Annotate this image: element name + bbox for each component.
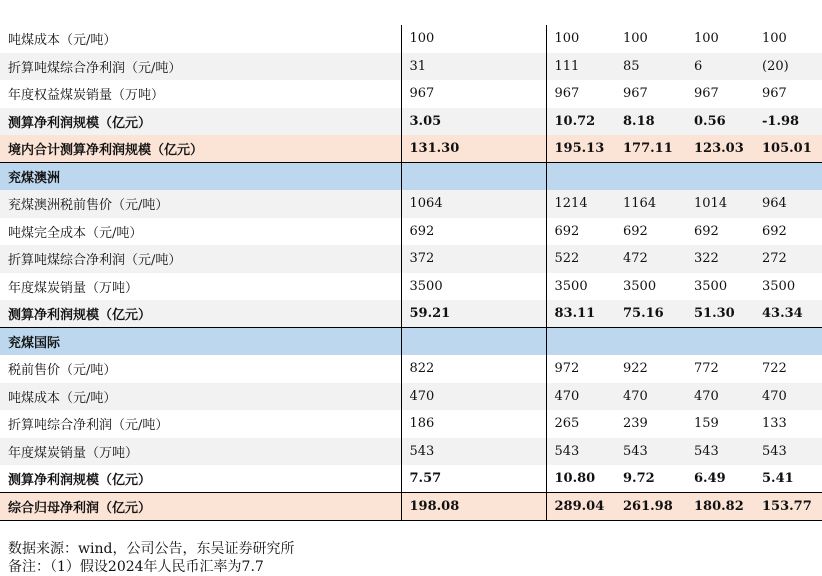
value-cell: [615, 328, 686, 356]
value-cell: 470: [615, 383, 686, 411]
value-cell: 153.77: [754, 493, 822, 521]
row-label-cell: 测算净利润规模（亿元）: [0, 108, 401, 136]
value-cell: 822: [401, 355, 546, 383]
table-row: [0, 438, 822, 466]
value-cell: 10.80: [546, 465, 615, 493]
row-label-cell: 折算吨煤综合净利润（元/吨）: [0, 53, 401, 81]
row-label-cell: 折算吨综合净利润（元/吨）: [0, 410, 401, 438]
remark-note: 备注：（1）假设2024年人民币汇率为7.7: [8, 559, 264, 575]
value-cell: 8.18: [615, 108, 686, 136]
value-cell: 131.30: [401, 135, 546, 163]
value-cell: 10.72: [546, 108, 615, 136]
table-row: [0, 135, 822, 163]
value-cell: 111: [546, 53, 615, 81]
value-cell: 543: [401, 438, 546, 466]
value-cell: 543: [686, 438, 754, 466]
table-row: [0, 190, 822, 218]
value-cell: 967: [686, 80, 754, 108]
value-cell: [754, 328, 822, 356]
table-row: [0, 108, 822, 136]
table-row: [0, 218, 822, 246]
value-cell: [401, 328, 546, 356]
value-cell: [546, 163, 615, 191]
value-cell: 772: [686, 355, 754, 383]
value-cell: 3500: [401, 273, 546, 301]
value-cell: -1.98: [754, 108, 822, 136]
value-cell: 3500: [546, 273, 615, 301]
value-cell: 3500: [754, 273, 822, 301]
value-cell: 972: [546, 355, 615, 383]
value-cell: 692: [686, 218, 754, 246]
value-cell: 159: [686, 410, 754, 438]
row-label-cell: 测算净利润规模（亿元）: [0, 465, 401, 493]
value-cell: 59.21: [401, 300, 546, 328]
value-cell: 289.04: [546, 493, 615, 521]
row-label-cell: 兖煤国际: [0, 328, 401, 356]
row-label-cell: 综合归母净利润（亿元）: [0, 493, 401, 521]
value-cell: 692: [401, 218, 546, 246]
value-cell: 100: [401, 25, 546, 53]
value-cell: [686, 163, 754, 191]
row-label-cell: 税前售价（元/吨）: [0, 355, 401, 383]
value-cell: 261.98: [615, 493, 686, 521]
table-row: [0, 273, 822, 301]
value-cell: 967: [546, 80, 615, 108]
value-cell: 543: [615, 438, 686, 466]
value-cell: 0.56: [686, 108, 754, 136]
value-cell: [754, 163, 822, 191]
value-cell: 964: [754, 190, 822, 218]
value-cell: 1164: [615, 190, 686, 218]
value-cell: 7.57: [401, 465, 546, 493]
table-row: [0, 245, 822, 273]
value-cell: [686, 328, 754, 356]
value-cell: 265: [546, 410, 615, 438]
value-cell: 180.82: [686, 493, 754, 521]
row-label-cell: 吨煤成本（元/吨）: [0, 25, 401, 53]
row-label-cell: 测算净利润规模（亿元）: [0, 300, 401, 328]
value-cell: 543: [754, 438, 822, 466]
value-cell: 6: [686, 53, 754, 81]
value-cell: 83.11: [546, 300, 615, 328]
value-cell: 967: [401, 80, 546, 108]
row-label-cell: 兖煤澳洲: [0, 163, 401, 191]
table-row: [0, 328, 822, 356]
row-label-cell: 年度煤炭销量（万吨）: [0, 273, 401, 301]
value-cell: 692: [615, 218, 686, 246]
value-cell: 522: [546, 245, 615, 273]
table-row: [0, 80, 822, 108]
value-cell: 1214: [546, 190, 615, 218]
value-cell: 75.16: [615, 300, 686, 328]
value-cell: 177.11: [615, 135, 686, 163]
table-row: [0, 383, 822, 411]
value-cell: 100: [686, 25, 754, 53]
value-cell: 472: [615, 245, 686, 273]
row-label-cell: 吨煤完全成本（元/吨）: [0, 218, 401, 246]
row-label-cell: 年度煤炭销量（万吨）: [0, 438, 401, 466]
value-cell: 9.72: [615, 465, 686, 493]
value-cell: 195.13: [546, 135, 615, 163]
value-cell: 85: [615, 53, 686, 81]
coal-profit-estimate-table: [0, 25, 822, 521]
value-cell: [546, 328, 615, 356]
value-cell: 100: [754, 25, 822, 53]
value-cell: 692: [754, 218, 822, 246]
value-cell: 692: [546, 218, 615, 246]
value-cell: 967: [754, 80, 822, 108]
value-cell: 470: [401, 383, 546, 411]
value-cell: 372: [401, 245, 546, 273]
value-cell: 100: [546, 25, 615, 53]
row-label-cell: 年度权益煤炭销量（万吨）: [0, 80, 401, 108]
value-cell: 31: [401, 53, 546, 81]
value-cell: 123.03: [686, 135, 754, 163]
table-row: [0, 410, 822, 438]
value-cell: 470: [754, 383, 822, 411]
row-label-cell: 境内合计测算净利润规模（亿元）: [0, 135, 401, 163]
value-cell: 186: [401, 410, 546, 438]
value-cell: 6.49: [686, 465, 754, 493]
value-cell: 470: [546, 383, 615, 411]
table-row: [0, 465, 822, 493]
table-body: [0, 25, 822, 520]
row-label-cell: 吨煤成本（元/吨）: [0, 383, 401, 411]
value-cell: 3500: [686, 273, 754, 301]
table-row: [0, 355, 822, 383]
value-cell: 100: [615, 25, 686, 53]
value-cell: 1014: [686, 190, 754, 218]
value-cell: (20): [754, 53, 822, 81]
value-cell: 470: [686, 383, 754, 411]
value-cell: 198.08: [401, 493, 546, 521]
table-row: [0, 163, 822, 191]
row-label-cell: 折算吨煤综合净利润（元/吨）: [0, 245, 401, 273]
value-cell: 43.34: [754, 300, 822, 328]
value-cell: 1064: [401, 190, 546, 218]
value-cell: 239: [615, 410, 686, 438]
value-cell: 51.30: [686, 300, 754, 328]
row-label-cell: 兖煤澳洲税前售价（元/吨）: [0, 190, 401, 218]
value-cell: 272: [754, 245, 822, 273]
data-source-note: 数据来源：wind，公司公告，东吴证券研究所: [8, 541, 295, 557]
table-row: [0, 300, 822, 328]
value-cell: 3500: [615, 273, 686, 301]
value-cell: [615, 163, 686, 191]
value-cell: 967: [615, 80, 686, 108]
value-cell: 3.05: [401, 108, 546, 136]
value-cell: 322: [686, 245, 754, 273]
table-row: [0, 493, 822, 521]
table-row: [0, 53, 822, 81]
value-cell: 922: [615, 355, 686, 383]
value-cell: [401, 163, 546, 191]
value-cell: 5.41: [754, 465, 822, 493]
value-cell: 105.01: [754, 135, 822, 163]
value-cell: 722: [754, 355, 822, 383]
value-cell: 133: [754, 410, 822, 438]
value-cell: 543: [546, 438, 615, 466]
table-row: [0, 25, 822, 53]
